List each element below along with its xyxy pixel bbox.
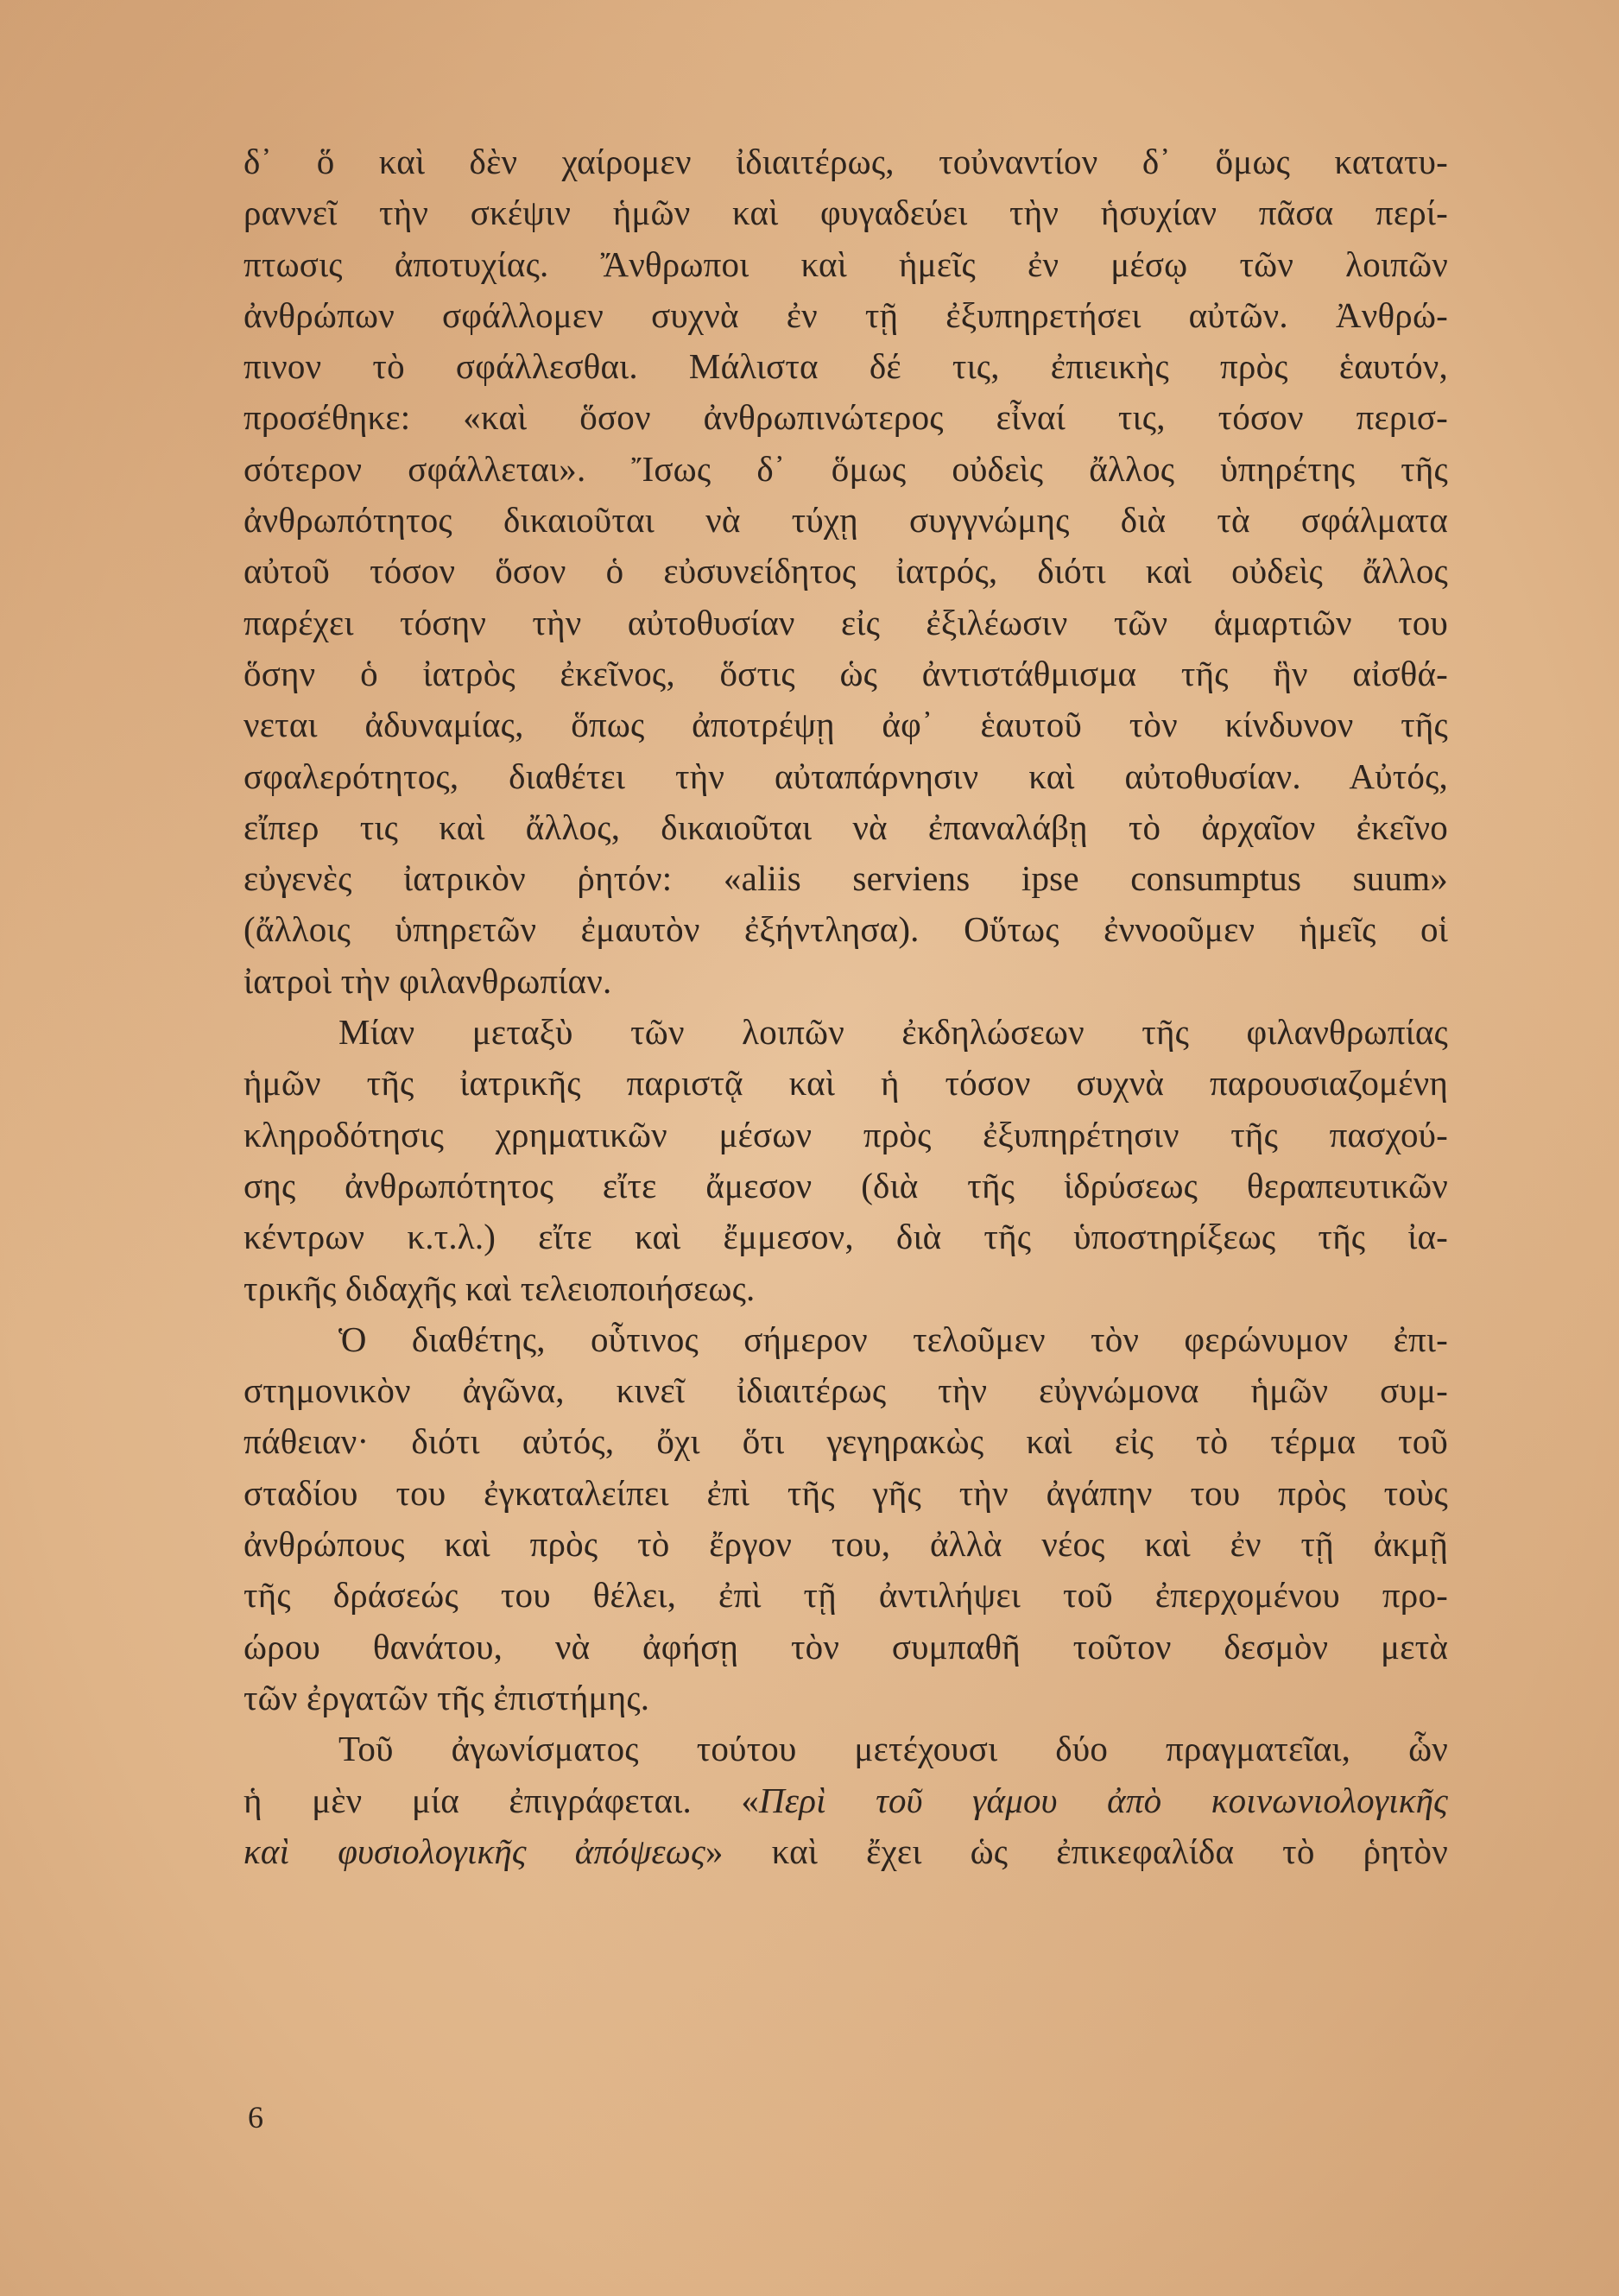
text-line: εἴπερ τις καὶ ἄλλος, δικαιοῦται νὰ ἐπαναλάβῃ τὸ ἀρχαῖον ἐκεῖνο (243, 806, 1448, 847)
text-line: σης ἀνθρωπότητος εἴτε ἄμεσον (διὰ τῆς ἱδρύσεως θεραπευτικῶν (243, 1165, 1448, 1205)
text-line: ἀνθρωπότητος δικαιοῦται νὰ τύχῃ συγγνώμης διὰ τὰ σφάλματα (243, 500, 1448, 541)
text-line: νεται ἀδυναμίας, ὅπως ἀποτρέψῃ ἀφ᾽ ἑαυτοῦ τὸν κίνδυνον τῆς (243, 705, 1448, 745)
text-line: τρικῆς διδαχῆς καὶ τελειοποιήσεως. (243, 1268, 756, 1308)
text-line: ἀνθρώπους καὶ πρὸς τὸ ἔργον του, ἀλλὰ νέος καὶ ἐν τῇ ἀκμῇ (243, 1524, 1448, 1565)
text-line: πινον τὸ σφάλλεσθαι. Μάλιστα δέ τις, ἐπιεικὴς πρὸς ἑαυτόν, (243, 346, 1448, 387)
page-number: 6 (248, 2100, 263, 2135)
text-line: ἡμῶν τῆς ἰατρικῆς παριστᾷ καὶ ἡ τόσον συχνὰ παρουσιαζομένη (243, 1063, 1448, 1104)
paragraph (243, 1314, 1448, 1724)
body-text (243, 136, 1448, 1877)
text-line: εὐγενὲς ἰατρικὸν ῥητόν: «aliis serviens ipse consumptus suum» (243, 858, 1448, 899)
text-line: Μίαν μεταξὺ τῶν λοιπῶν ἐκδηλώσεων τῆς φιλανθρωπίας (338, 1012, 1448, 1053)
text-line: σφαλερότητος, διαθέτει τὴν αὐταπάρνησιν καὶ αὐτοθυσίαν. Αὐτός, (243, 756, 1448, 796)
text-line: προσέθηκε: «καὶ ὅσον ἀνθρωπινώτερος εἶναί τις, τόσον περισ- (243, 397, 1448, 438)
text-run: ἡ μὲν μία ἐπιγράφεται. « (243, 1780, 760, 1820)
text-line (243, 1826, 1448, 1877)
text-line: δ᾽ ὅ καὶ δὲν χαίρομεν ἰδιαιτέρως, τοὐναντίον δ᾽ ὅμως κατατυ- (243, 142, 1448, 181)
text-line: πάθειαν· διότι αὐτός, ὄχι ὅτι γεγηρακὼς καὶ εἰς τὸ τέρμα τοῦ (243, 1421, 1448, 1462)
text-line: πτωσις ἀποτυχίας. Ἄνθρωποι καὶ ἡμεῖς ἐν μέσῳ τῶν λοιπῶν (243, 244, 1448, 284)
text-line: ώρου θανάτου, νὰ ἀφήσῃ τὸν συμπαθῆ τοῦτον δεσμὸν μετὰ (243, 1626, 1448, 1667)
text-line: σταδίου του ἐγκαταλείπει ἐπὶ τῆς γῆς τὴν ἀγάπην του πρὸς τοὺς (243, 1472, 1448, 1513)
text-line (243, 1724, 1448, 1774)
text-line: ἀνθρώπων σφάλλομεν συχνὰ ἐν τῇ ἐξυπηρετήσει αὐτῶν. Ἀνθρώ- (243, 294, 1448, 335)
text-line: κέντρων κ.τ.λ.) εἴτε καὶ ἔμμεσον, διὰ τῆς ὑποστηρίξεως τῆς ἰα- (243, 1217, 1448, 1257)
paragraph (243, 1007, 1448, 1314)
text-line: αὐτοῦ τόσον ὅσον ὁ εὐσυνείδητος ἰατρός, διότι καὶ οὐδεὶς ἄλλος (243, 551, 1448, 591)
text-line: ραννεῖ τὴν σκέψιν ἡμῶν καὶ φυγαδεύει τὴν ἡσυχίαν πᾶσα περί- (243, 193, 1448, 233)
text-line: κληροδότησις χρηματικῶν μέσων πρὸς ἐξυπηρέτησιν τῆς πασχού- (243, 1114, 1448, 1154)
text-line: σότερον σφάλλεται». Ἴσως δ᾽ ὅμως οὐδεὶς ἄλλος ὑπηρέτης τῆς (243, 448, 1448, 489)
italic-title-text: Περὶ τοῦ γάμου ἀπὸ κοινωνιολογικῆς (759, 1780, 1448, 1820)
paragraph (243, 1724, 1448, 1877)
italic-title-text: καὶ φυσιολογικῆς ἀπόψεως (243, 1831, 705, 1871)
text-line: ὅσην ὁ ἰατρὸς ἐκεῖνος, ὅστις ὡς ἀντιστάθμισμα τῆς ἣν αἰσθά- (243, 653, 1448, 693)
text-line: (ἄλλοις ὑπηρετῶν ἐμαυτὸν ἐξήντλησα). Οὕτως ἐννοοῦμεν ἡμεῖς οἱ (243, 909, 1448, 950)
text-line (243, 1775, 1448, 1826)
text-line: ἰατροὶ τὴν φιλανθρωπίαν. (243, 960, 612, 1001)
text-line: παρέχει τόσην τὴν αὐτοθυσίαν εἰς ἐξιλέωσιν τῶν ἁμαρτιῶν του (243, 602, 1448, 642)
text-line: Ὁ διαθέτης, οὗτινος σήμερον τελοῦμεν τὸν φερώνυμον ἐπι- (338, 1319, 1448, 1359)
text-run: Τοῦ ἀγωνίσματος τούτου μετέχουσι δύο πραγματεῖαι, ὧν (338, 1729, 1448, 1769)
text-line: στημονικὸν ἀγῶνα, κινεῖ ἰδιαιτέρως τὴν εὐγνώμονα ἡμῶν συμ- (243, 1370, 1448, 1411)
text-run: » καὶ ἔχει ὡς ἐπικεφαλίδα τὸ ῥητὸν (705, 1831, 1448, 1871)
text-line: τῶν ἐργατῶν τῆς ἐπιστήμης. (243, 1677, 650, 1717)
paragraph (243, 136, 1448, 1007)
text-line: τῆς δράσεώς του θέλει, ἐπὶ τῇ ἀντιλήψει τοῦ ἐπερχομένου πρo- (243, 1575, 1448, 1616)
